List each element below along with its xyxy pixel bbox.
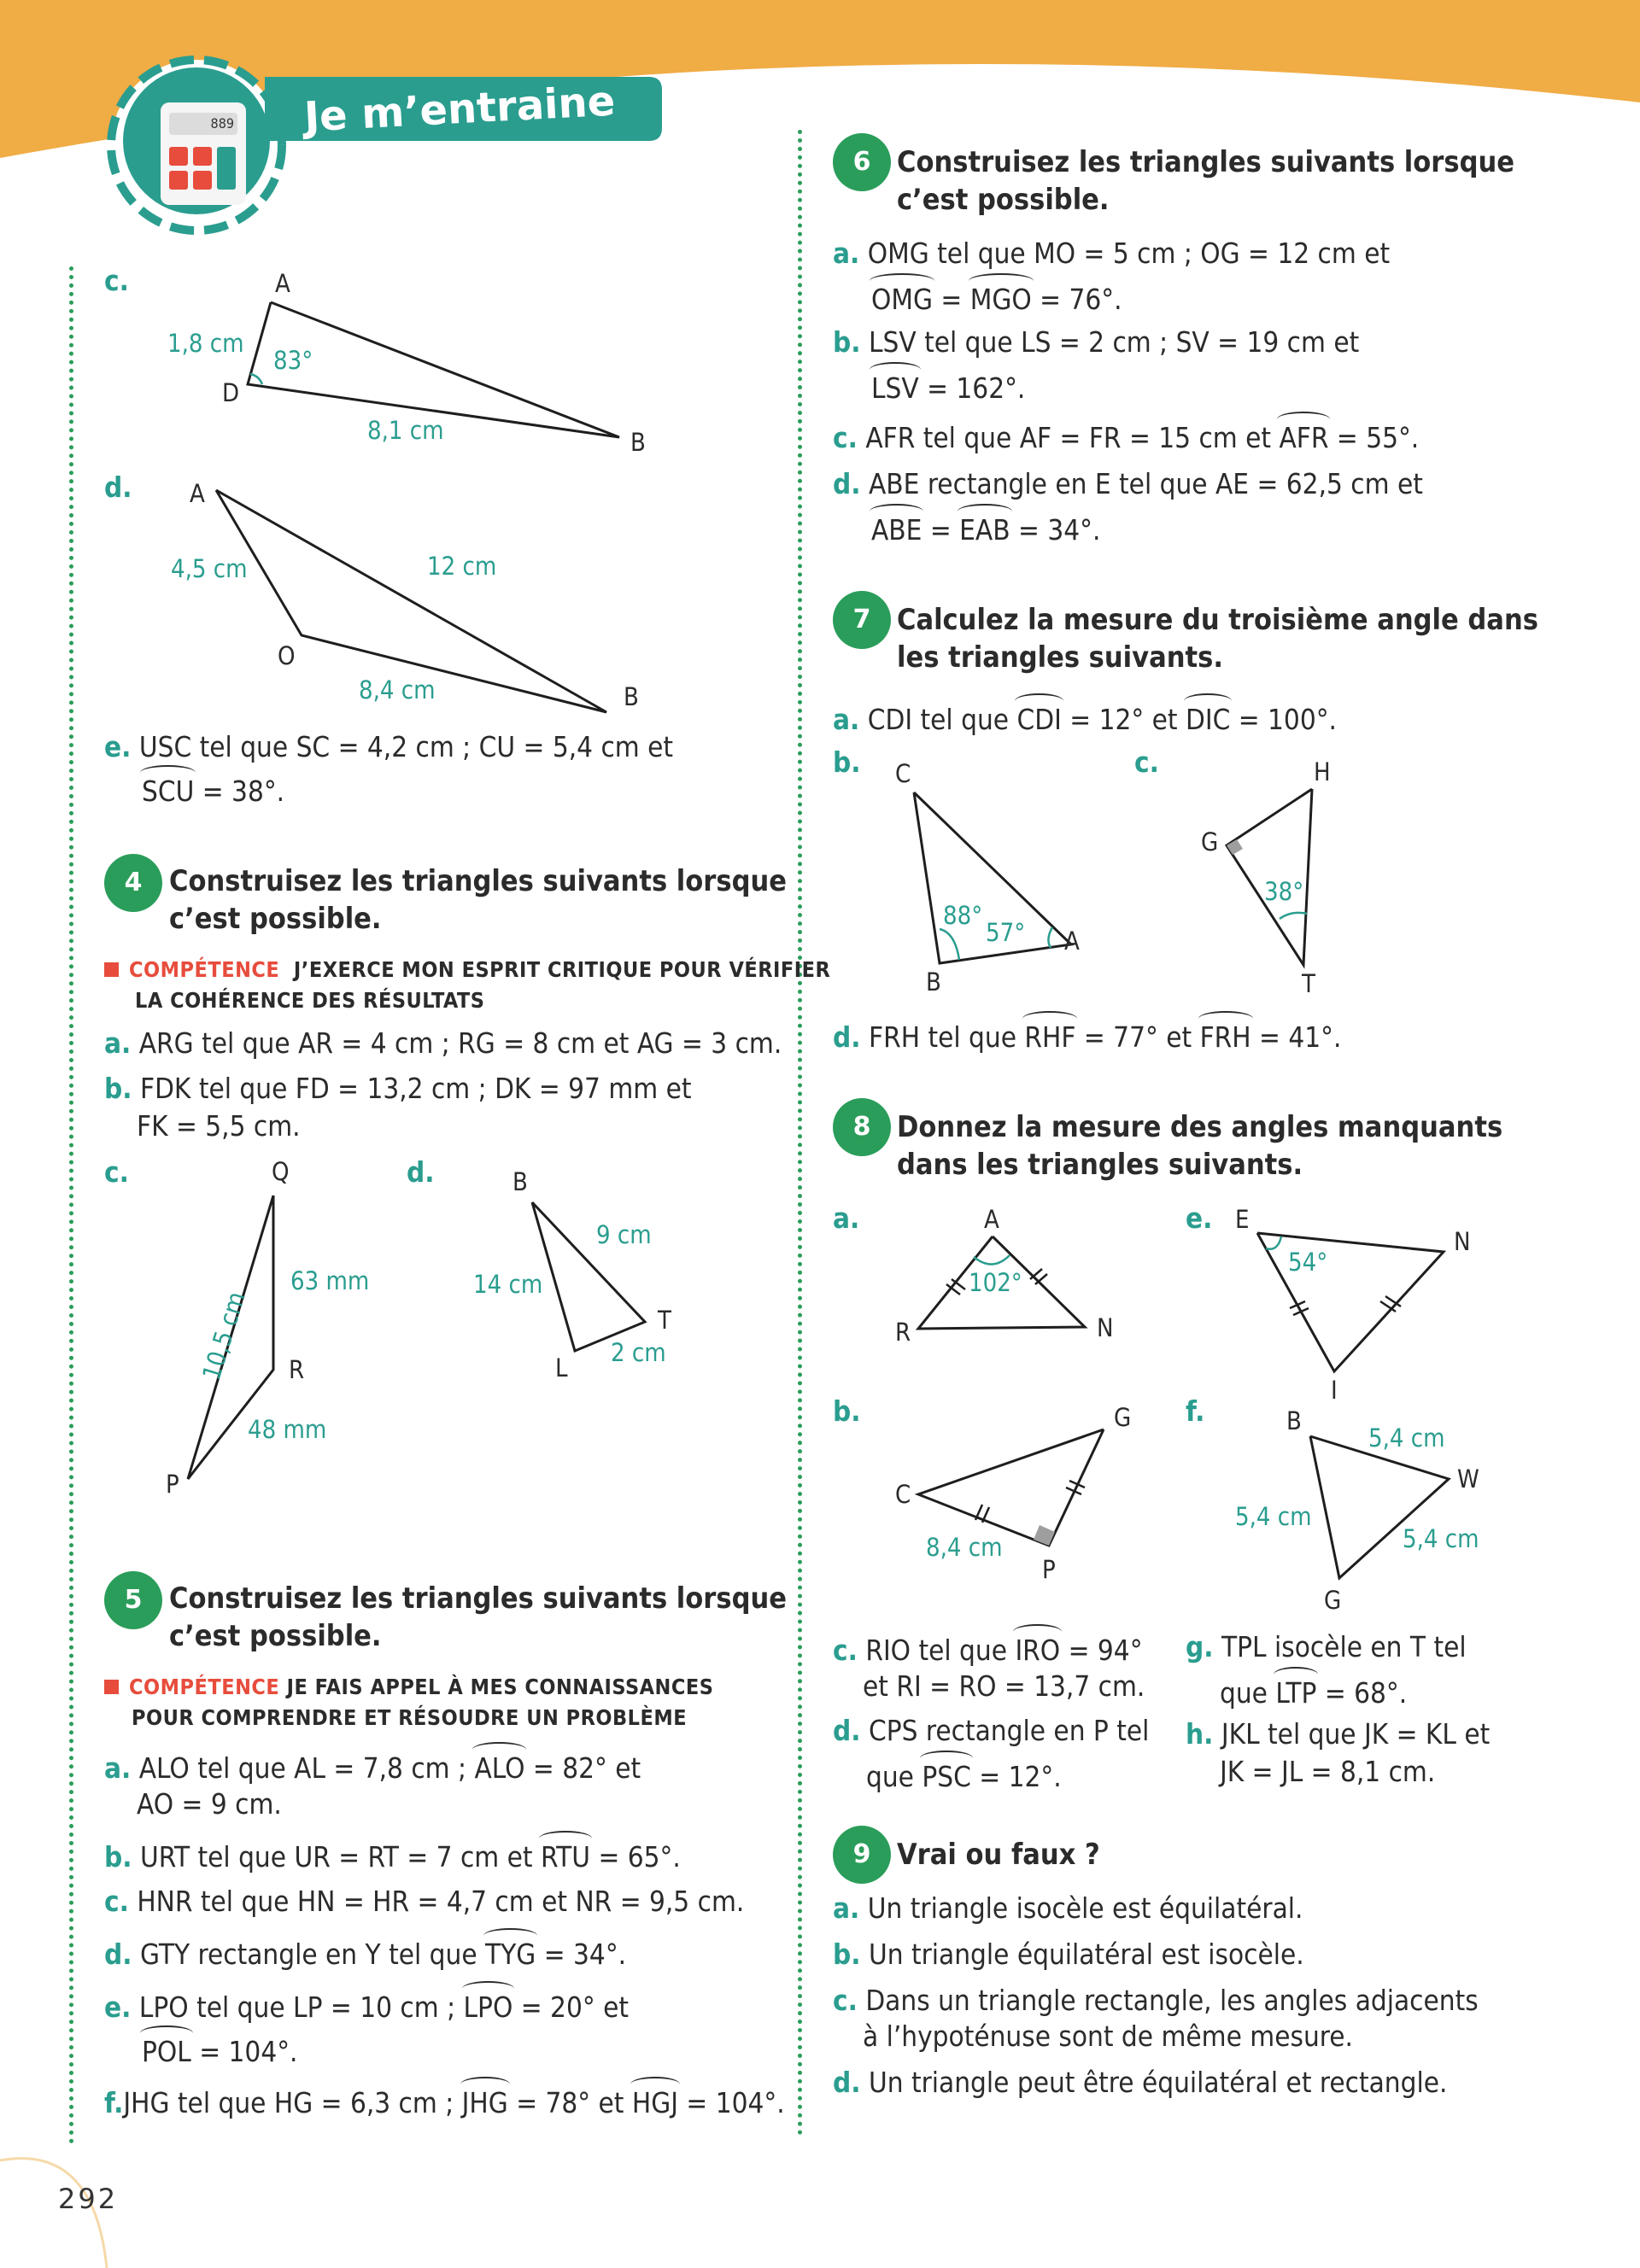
ex4-d-side-BL: 14 cm [473, 1270, 543, 1299]
ex6-d-mid: = [922, 513, 960, 547]
ex7-b-figure [871, 751, 1128, 999]
ex8-d-line1: CPS rectangle en P tel [868, 1714, 1150, 1747]
ex6-b-post: = 162°. [918, 371, 1026, 405]
ex4-title-line1: Construisez les triangles suivants lorsque [169, 864, 788, 898]
ex5-number-badge: 5 [104, 1571, 162, 1629]
ex3-c-angle-D: 83° [273, 346, 313, 375]
ex5-d [104, 1935, 626, 1973]
ex8-c [833, 1631, 1143, 1669]
ex6-c [833, 418, 1419, 456]
ex3-d-vertex-O: O [278, 641, 296, 670]
ex5-f-mid: = 78° et [507, 2086, 632, 2119]
ex8-a-label: a. [833, 1201, 860, 1235]
ex5-d-angle: TYG [485, 1935, 536, 1973]
ex7-title-line2: les triangles suivants. [897, 640, 1223, 675]
ex6-title-line2: c’est possible. [897, 183, 1110, 217]
header-banner [0, 0, 1640, 256]
ex8-c-post: = 94° [1060, 1634, 1143, 1667]
ex4-d-label: d. [407, 1155, 435, 1189]
ex7-number-badge: 7 [833, 591, 891, 649]
ex9-c [833, 1983, 1479, 2019]
ex5-title-line1: Construisez les triangles suivants lorsque [169, 1581, 788, 1616]
ex8-d-pre: que [866, 1760, 922, 1793]
ex4-b-line1: FDK tel que FD = 13,2 cm ; DK = 97 mm et [139, 1072, 692, 1105]
ex3-d-label: d. [104, 471, 132, 504]
ex9-b-label: b. [833, 1938, 861, 1971]
ex5-title-line2: c’est possible. [169, 1619, 382, 1653]
ex8-h [1186, 1716, 1490, 1752]
ex5-e-label: e. [104, 1990, 132, 2024]
ex9-d [833, 2065, 1447, 2101]
ex4-a [104, 1026, 782, 1061]
ex6-b-line1: LSV tel que LS = 2 cm ; SV = 19 cm et [868, 325, 1360, 359]
ex5-f [104, 2084, 785, 2121]
ex5-f-post: = 104°. [677, 2086, 785, 2119]
ex8-g-post: = 68°. [1316, 1676, 1408, 1710]
ex9-a-text: Un triangle isocèle est équilatéral. [867, 1891, 1303, 1925]
ex5-c [104, 1884, 744, 1920]
ex7-a-label: a. [833, 703, 860, 736]
ex8-f-vertex-W: W [1457, 1464, 1479, 1493]
ex6-a-label: a. [833, 237, 860, 270]
ex4-competence-keyword: COMPÉTENCE [129, 957, 280, 982]
ex8-h-line1: JKL tel que JK = KL et [1221, 1717, 1491, 1751]
ex4-b-label: b. [104, 1072, 132, 1105]
ex8-a-vertex-A: A [984, 1205, 999, 1234]
ex3-e-line2 [142, 772, 284, 810]
ex7-c-angle-T: 38° [1264, 877, 1304, 906]
ex7-d-angle: RHF [1024, 1018, 1075, 1055]
ex5-e-post2: = 104°. [190, 2035, 298, 2068]
ex6-b-line2 [871, 369, 1025, 406]
ex8-g-angle: LTP [1275, 1674, 1316, 1711]
ex7-d-post: = 41°. [1250, 1020, 1342, 1054]
ex4-d-side-LT: 2 cm [611, 1338, 666, 1367]
ex7-d-mid: = 77° et [1075, 1020, 1200, 1054]
ex8-title-line1: Donnez la mesure des angles manquants [897, 1110, 1503, 1144]
ex7-c-vertex-T: T [1302, 969, 1315, 998]
ex8-a-vertex-R: R [895, 1318, 911, 1347]
ex5-f-angle2: HGJ [632, 2084, 678, 2121]
ex4-d-vertex-B: B [512, 1167, 528, 1196]
ex8-e-figure [1230, 1195, 1495, 1400]
ex9-b [833, 1937, 1304, 1973]
ex7-b-angle-A: 57° [986, 918, 1026, 947]
ex7-c-label: c. [1134, 745, 1159, 779]
ex5-f-pre: JHG tel que HG = 6,3 cm ; [123, 2086, 462, 2119]
ex3-c-side-DA: 1,8 cm [167, 329, 244, 358]
ex7-a-angle2: DIC [1186, 700, 1230, 738]
ex6-d-label: d. [833, 467, 861, 500]
ex8-b-side-CP: 8,4 cm [926, 1533, 1003, 1562]
ex3-d-side-AB: 12 cm [427, 552, 497, 581]
ex8-b-vertex-G: G [1114, 1403, 1132, 1432]
ex7-b-angle-B: 88° [943, 901, 983, 930]
ex3-c-label: c. [104, 264, 129, 297]
ex6-a-angle2: MGO [970, 280, 1032, 318]
calculator-icon [161, 102, 246, 205]
ex4-a-text: ARG tel que AR = 4 cm ; RG = 8 cm et AG = 3 cm. [138, 1026, 782, 1060]
ex7-d-angle2: FRH [1200, 1018, 1251, 1055]
ex5-a-pre: ALO tel que AL = 7,8 cm ; [138, 1751, 475, 1785]
ex6-c-pre: AFR tel que AF = FR = 15 cm et [865, 421, 1280, 454]
ex4-b-line2: FK = 5,5 cm. [137, 1109, 301, 1143]
ex5-competence-line2: POUR COMPRENDRE ET RÉSOUDRE UN PROBLÈME [132, 1705, 688, 1730]
ex5-b-angle: RTU [541, 1838, 590, 1875]
ex3-d-side-OB: 8,4 cm [359, 675, 436, 704]
ex3-c-vertex-B: B [630, 428, 646, 457]
ex5-b-post: = 65°. [590, 1840, 681, 1873]
ex6-d-angle: ABE [871, 511, 922, 548]
ex4-c-figure [154, 1153, 410, 1511]
ex9-a [833, 1891, 1303, 1926]
ex3-e-label: e. [104, 730, 132, 763]
ex6-d-angle2: EAB [959, 511, 1010, 548]
ex8-a-angle-A: 102° [969, 1268, 1022, 1297]
ex5-f-angle: JHG [462, 2084, 508, 2121]
ex8-a-figure [880, 1195, 1136, 1349]
ex4-d-figure [461, 1153, 718, 1383]
ex4-c-side-QP: 10,5 cm [196, 1288, 251, 1384]
ex9-b-text: Un triangle équilatéral est isocèle. [868, 1938, 1304, 1971]
ex3-e-line1: USC tel que SC = 4,2 cm ; CU = 5,4 cm et [138, 730, 674, 763]
ex4-number-badge: 4 [104, 854, 162, 912]
ex8-d-line2 [866, 1757, 1062, 1795]
ex4-c-vertex-P: P [166, 1470, 179, 1499]
ex6-d-line1: ABE rectangle en E tel que AE = 62,5 cm et [868, 467, 1423, 500]
ex3-c-figure [154, 256, 666, 461]
page-number: 292 [58, 2183, 119, 2215]
ex5-a [104, 1749, 641, 1786]
ex4-d-vertex-T: T [658, 1306, 671, 1335]
ex7-c-vertex-H: H [1314, 757, 1331, 786]
ex3-e [104, 729, 673, 765]
ex9-d-text: Un triangle peut être équilatéral et rectangle. [868, 2066, 1448, 2099]
ex8-g-line2 [1220, 1674, 1407, 1711]
ex5-c-text: HNR tel que HN = HR = 4,7 cm et NR = 9,5 cm. [137, 1885, 745, 1918]
ex6-a-line1: OMG tel que MO = 5 cm ; OG = 12 cm et [867, 237, 1391, 270]
center-column-divider [798, 130, 802, 2136]
ex4-c-side-QR: 63 mm [290, 1266, 370, 1295]
ex4-d-side-BT: 9 cm [596, 1220, 652, 1249]
ex7-a-post: = 100°. [1230, 703, 1337, 736]
ex6-a [833, 236, 1390, 272]
ex8-c-pre: RIO tel que [865, 1634, 1016, 1667]
ex3-d-figure [154, 470, 666, 717]
ex4-c-label: c. [104, 1155, 129, 1189]
ex7-b-vertex-A: A [1064, 926, 1080, 956]
ex5-competence [104, 1672, 713, 1703]
ex8-f-side-BG: 5,4 cm [1235, 1502, 1312, 1531]
ex8-f-side-WG: 5,4 cm [1403, 1524, 1479, 1553]
ex6-a-post: = 76°. [1031, 283, 1122, 316]
ex9-d-label: d. [833, 2066, 861, 2099]
ex7-a [833, 700, 1337, 738]
ex5-competence-keyword: COMPÉTENCE [129, 1675, 280, 1699]
ex7-title-line1: Calculez la mesure du troisième angle dans [897, 603, 1538, 637]
ex3-c-vertex-A: A [275, 269, 290, 298]
ex4-competence [104, 955, 830, 985]
ex3-e-rest: = 38°. [194, 775, 285, 808]
ex5-e-angle2: POL [142, 2032, 191, 2070]
ex6-d-line2 [871, 511, 1100, 548]
ex4-d-vertex-L: L [555, 1353, 568, 1382]
ex3-c-vertex-D: D [222, 378, 240, 407]
ex8-c-line2: et RI = RO = 13,7 cm. [863, 1669, 1145, 1703]
ex6-a-angle: OMG [871, 280, 933, 318]
ex7-a-mid: = 12° et [1061, 703, 1186, 736]
ex4-c-side-RP: 48 mm [248, 1415, 327, 1444]
ex8-b-vertex-C: C [895, 1480, 911, 1509]
ex7-b-label: b. [833, 745, 861, 779]
ex4-c-vertex-Q: Q [272, 1157, 290, 1186]
ex8-g-line1: TPL isocèle en T tel [1221, 1630, 1467, 1663]
ex8-h-line2: JK = JL = 8,1 cm. [1220, 1755, 1436, 1788]
ex8-d-post: = 12°. [970, 1760, 1062, 1793]
ex5-b-label: b. [104, 1840, 132, 1873]
ex8-number-badge: 8 [833, 1098, 891, 1156]
ex5-e-angle: LPO [464, 1988, 513, 2025]
ex5-b-pre: URT tel que UR = RT = 7 cm et [139, 1840, 541, 1873]
ex9-number-badge: 9 [833, 1826, 891, 1884]
ex9-c-line2: à l’hypoténuse sont de même mesure. [863, 2020, 1353, 2053]
ex4-competence-line1: J’EXERCE MON ESPRIT CRITIQUE POUR VÉRIFIER [293, 957, 831, 982]
ex8-c-angle: IRO [1015, 1631, 1060, 1669]
ex4-competence-line2: LA COHÉRENCE DES RÉSULTATS [135, 988, 485, 1013]
ex5-d-post: = 34°. [536, 1938, 627, 1971]
ex6-b [833, 324, 1359, 360]
page-title: Je m’entraine [302, 77, 617, 142]
ex8-d [833, 1713, 1149, 1749]
ex8-f-figure [1230, 1392, 1503, 1622]
ex7-d-pre: FRH tel que [868, 1020, 1025, 1054]
ex8-b-vertex-P: P [1042, 1555, 1056, 1584]
ex8-d-label: d. [833, 1714, 861, 1747]
ex8-g [1186, 1629, 1467, 1665]
ex6-a-mid: = [933, 283, 970, 316]
ex3-c-side-DB: 8,1 cm [367, 416, 444, 445]
ex8-e-vertex-N: N [1454, 1227, 1471, 1256]
ex8-b-label: b. [833, 1394, 861, 1428]
ex5-a-label: a. [104, 1751, 132, 1785]
ex8-h-label: h. [1186, 1717, 1214, 1751]
ex5-e-pre: LPO tel que LP = 10 cm ; [138, 1990, 464, 2024]
ex8-b-figure [880, 1392, 1162, 1588]
ex8-g-pre: que [1220, 1676, 1276, 1710]
ex6-c-post: = 55°. [1328, 421, 1420, 454]
ex5-e-post: = 20° et [512, 1990, 630, 2024]
ex6-number-badge: 6 [833, 133, 891, 191]
ex6-d [833, 466, 1423, 502]
ex5-d-pre: GTY rectangle en Y tel que [139, 1938, 486, 1971]
ex7-a-angle: CDI [1016, 700, 1061, 738]
ex8-f-vertex-B: B [1286, 1406, 1302, 1435]
ex5-e [104, 1988, 629, 2025]
ex5-f-label: f. [104, 2086, 124, 2119]
ex7-c-vertex-G: G [1201, 827, 1219, 856]
ex5-c-label: c. [104, 1885, 129, 1918]
ex3-d-side-AO: 4,5 cm [171, 554, 248, 583]
ex8-f-label: f. [1186, 1394, 1205, 1428]
ex6-c-label: c. [833, 421, 858, 454]
ex8-c-label: c. [833, 1634, 858, 1667]
ex6-b-label: b. [833, 325, 861, 359]
ex9-title: Vrai ou faux ? [897, 1838, 1100, 1872]
ex5-competence-line1: JE FAIS APPEL À MES CONNAISSANCES [286, 1675, 714, 1699]
ex3-e-angle: SCU [142, 772, 194, 810]
ex4-title-line2: c’est possible. [169, 902, 382, 936]
ex7-d [833, 1018, 1341, 1055]
ex4-b [104, 1071, 692, 1107]
calc-display: 889 [169, 113, 237, 135]
ex5-a-line2: AO = 9 cm. [137, 1787, 282, 1821]
ex5-a-angle: ALO [474, 1749, 524, 1786]
ex4-c-vertex-R: R [289, 1355, 305, 1384]
ex8-title-line2: dans les triangles suivants. [897, 1148, 1303, 1182]
ex5-e-line2 [142, 2032, 297, 2070]
ex7-b-vertex-B: B [926, 967, 941, 997]
ex5-a-post: = 82° et [524, 1751, 641, 1785]
ex6-d-post: = 34°. [1010, 513, 1101, 547]
ex6-a-line2 [871, 280, 1122, 318]
ex8-f-vertex-G: G [1324, 1586, 1342, 1615]
ex8-e-angle-E: 54° [1288, 1248, 1328, 1277]
ex3-d-vertex-A: A [190, 479, 205, 508]
ex9-c-line1: Dans un triangle rectangle, les angles adjacents [865, 1984, 1479, 2017]
ex9-c-label: c. [833, 1984, 858, 2017]
ex8-e-vertex-I: I [1331, 1376, 1338, 1400]
ex7-a-pre: CDI tel que [867, 703, 1017, 736]
ex6-title-line1: Construisez les triangles suivants lorsque [897, 145, 1515, 179]
ex8-f-side-BW: 5,4 cm [1368, 1423, 1445, 1453]
ex3-d-vertex-B: B [624, 682, 639, 711]
ex7-c-figure [1187, 751, 1392, 999]
ex8-d-angle: PSC [922, 1757, 971, 1795]
ex8-g-label: g. [1186, 1630, 1214, 1663]
ex6-b-angle: LSV [871, 369, 919, 406]
ex8-e-vertex-E: E [1235, 1205, 1250, 1234]
ex8-e-label: e. [1186, 1201, 1213, 1235]
ex5-b [104, 1838, 681, 1875]
ex8-a-vertex-N: N [1097, 1313, 1114, 1342]
left-column-divider [69, 266, 73, 2145]
ex7-b-vertex-C: C [895, 759, 911, 788]
ex7-d-label: d. [833, 1020, 861, 1054]
ex5-d-label: d. [104, 1938, 132, 1971]
ex4-a-label: a. [104, 1026, 132, 1060]
ex9-a-label: a. [833, 1891, 860, 1925]
ex6-c-angle: AFR [1279, 418, 1328, 456]
